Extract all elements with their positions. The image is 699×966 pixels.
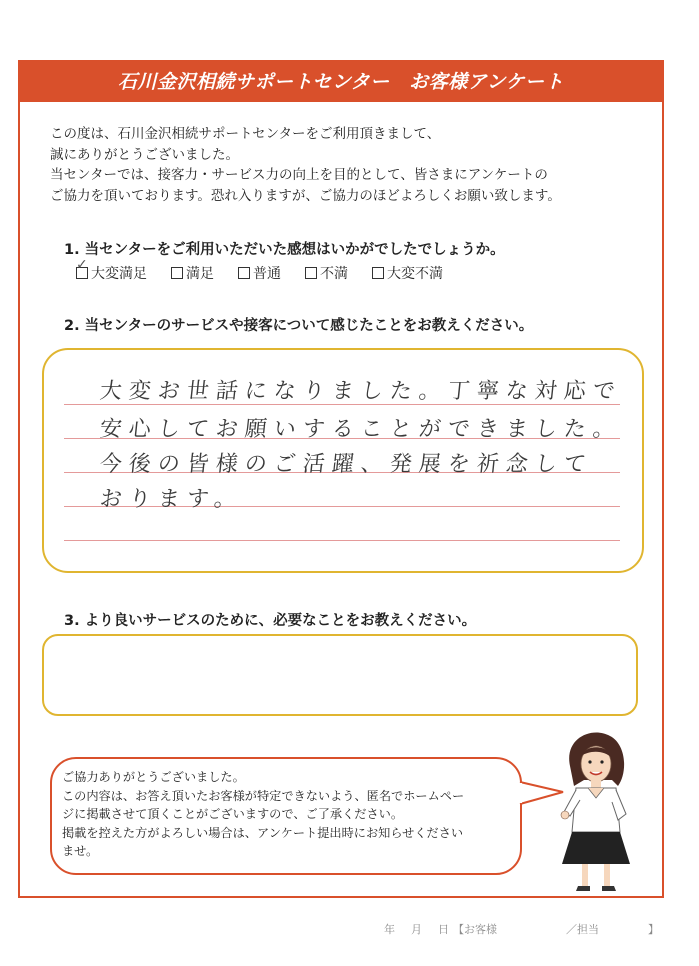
footer-staff: ／担当: [566, 923, 599, 936]
intro-line: 当センターでは、接客力・サービス力の向上を目的として、皆さまにアンケートの: [50, 167, 548, 183]
page-title: 石川金沢相続サポートセンター お客様アンケート: [20, 62, 662, 102]
question-3-answer-box[interactable]: [42, 634, 638, 716]
answer-rule: [64, 540, 620, 541]
option-very-satisfied[interactable]: [76, 257, 147, 283]
closing-line: ませ。: [62, 844, 99, 858]
closing-line: この内容は、お答え頂いたお客様が特定できないよう、匿名でホームペー: [62, 788, 465, 803]
checkbox[interactable]: [372, 267, 384, 279]
option-label: 満足: [186, 266, 214, 282]
closing-line: ご協力ありがとうございました。: [62, 770, 245, 784]
intro-text: [50, 124, 561, 206]
closing-line: ジに掲載させて頂くことがございますので、ご了承ください。: [62, 807, 404, 821]
closing-line: 掲載を控えた方がよろしい場合は、アンケート提出時にお知らせください: [62, 825, 464, 840]
option-normal[interactable]: [238, 263, 281, 283]
question-3-label: 3. より良いサービスのために、必要なことをお教えください。: [64, 613, 477, 629]
intro-line: この度は、石川金沢相続サポートセンターをご利用頂きまして、: [50, 126, 441, 142]
option-label: 普通: [253, 266, 281, 282]
option-label: 大変不満: [387, 266, 443, 282]
option-dissatisfied[interactable]: [305, 263, 348, 283]
footer-day: 日: [438, 923, 449, 936]
option-satisfied[interactable]: [171, 263, 214, 283]
option-very-dissatisfied[interactable]: [372, 263, 443, 283]
footer-year: 年: [384, 923, 395, 936]
handwritten-answer-line: 安心してお願いすることができました。: [98, 417, 624, 442]
handwritten-answer-line: 大変お世話になりました。丁寧な対応で: [98, 379, 624, 404]
question-1-options: [76, 257, 443, 283]
option-label: 不満: [320, 266, 348, 282]
footer-close: 】: [648, 923, 659, 936]
footer-month: 月: [411, 923, 422, 936]
check-mark-icon: ✓: [76, 257, 88, 273]
checkbox[interactable]: [305, 267, 317, 279]
intro-line: ご協力を頂いております。恐れ入りますが、ご協力のほどよろしくお願い致します。: [50, 187, 561, 204]
staff-illustration: [556, 728, 638, 894]
footer-customer: 【お客様: [453, 923, 497, 936]
checkbox[interactable]: [171, 267, 183, 279]
handwritten-answer-line: おります。: [98, 487, 245, 512]
intro-line: 誠にありがとうございました。: [50, 146, 239, 163]
question-2-label: 2. 当センターのサービスや接客について感じたことをお教えください。: [64, 318, 534, 334]
handwritten-answer-line: 今後の皆様のご活躍、発展を祈念して: [98, 452, 595, 477]
question-1-label: 1. 当センターをご利用いただいた感想はいかがでしたでしょうか。: [64, 242, 505, 258]
closing-message: [62, 768, 464, 861]
option-label: 大変満足: [91, 266, 147, 282]
checkbox[interactable]: [238, 267, 250, 279]
